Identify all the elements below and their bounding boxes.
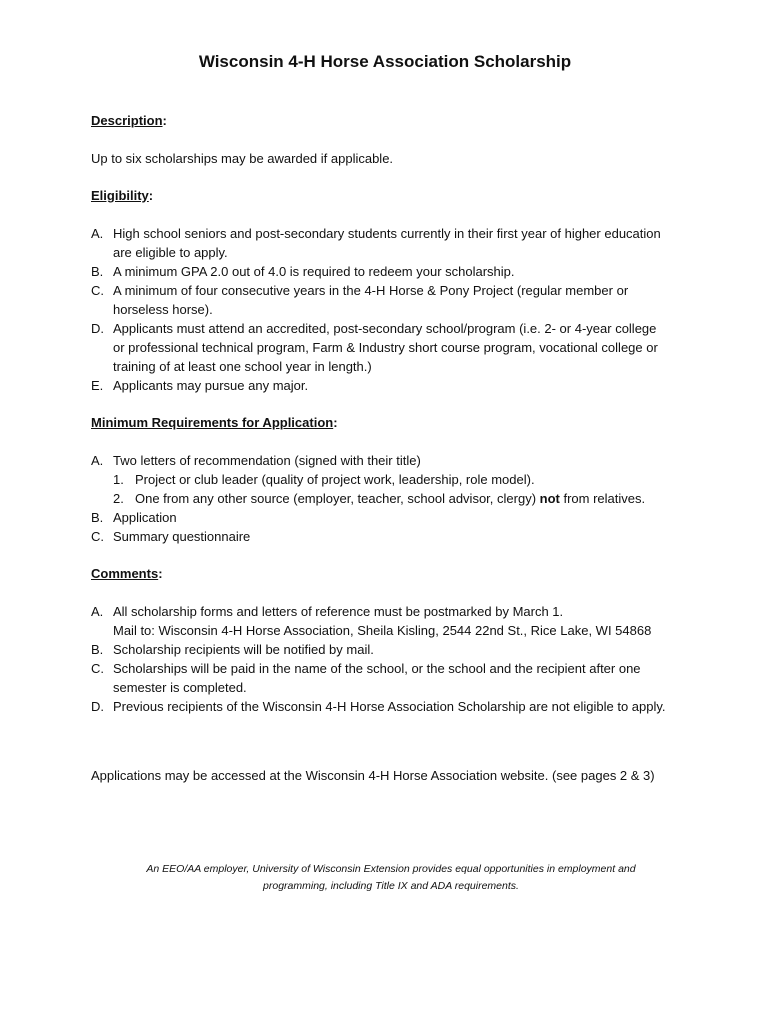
eligibility-item: D. Applicants must attend an accredited, post-secondary school/program (i.e. 2- or 4-year college or professional technical program, Farm & Industry short course program, vocational college or training of at least one school year in length.) bbox=[91, 321, 658, 374]
comments-heading: Comments: bbox=[91, 566, 163, 581]
eligibility-item: E. Applicants may pursue any major. bbox=[91, 378, 309, 393]
recommendation-sublist bbox=[113, 470, 691, 508]
comments-section bbox=[91, 564, 691, 716]
requirements-item: C. Summary questionnaire bbox=[91, 529, 251, 544]
eligibility-item: A. High school seniors and post-secondary students currently in their first year of higher education are eligible to apply. bbox=[91, 226, 661, 260]
requirements-list bbox=[91, 451, 691, 546]
applications-note: Applications may be accessed at the Wisconsin 4-H Horse Association website. (see pages 2 & 3) bbox=[91, 768, 655, 783]
comments-item: A. All scholarship forms and letters of reference must be postmarked by March 1. Mail to: Wisconsin 4-H Horse Association, Sheila Kisling, 2544 22nd St., Rice Lake, WI 54868 bbox=[91, 604, 652, 638]
description-text: Up to six scholarships may be awarded if applicable. bbox=[91, 151, 394, 166]
description-heading: Description: bbox=[91, 113, 167, 128]
requirements-item: B. Application bbox=[91, 510, 177, 525]
comments-item: D. Previous recipients of the Wisconsin 4-H Horse Association Scholarship are not eligible to apply. bbox=[91, 699, 666, 714]
comments-item: B. Scholarship recipients will be notified by mail. bbox=[91, 642, 374, 657]
emphasis-not: not bbox=[539, 491, 560, 506]
recommendation-subitem: 2. One from any other source (employer, teacher, school advisor, clergy) not from relatives. bbox=[113, 491, 646, 506]
eligibility-item: C. A minimum of four consecutive years in the 4-H Horse & Pony Project (regular member or horseless horse). bbox=[91, 283, 629, 317]
comments-list bbox=[91, 602, 691, 716]
eeo-footer: An EEO/AA employer, University of Wisconsin Extension provides equal opportunities in employment and programming, including Title IX and ADA requirements. bbox=[146, 863, 636, 892]
eligibility-item: B. A minimum GPA 2.0 out of 4.0 is required to redeem your scholarship. bbox=[91, 264, 515, 279]
document-title: Wisconsin 4-H Horse Association Scholarship bbox=[198, 52, 572, 71]
eligibility-list bbox=[91, 224, 667, 395]
requirements-item: A. Two letters of recommendation (signed with their title) 1. Project or club leader (quality of project work, leadership, role model). 2. One from any other source (employer, teacher, school advisor, clergy) not from relatives. bbox=[91, 451, 691, 508]
eligibility-heading: Eligibility: bbox=[91, 188, 154, 203]
comments-item: C. Scholarships will be paid in the name of the school, or the school and the recipient after one semester is completed. bbox=[91, 661, 641, 695]
requirements-heading: Minimum Requirements for Application: bbox=[91, 415, 338, 430]
eligibility-section bbox=[91, 186, 691, 395]
recommendation-subitem: 1. Project or club leader (quality of project work, leadership, role model). bbox=[113, 472, 535, 487]
description-section bbox=[91, 111, 691, 168]
requirements-section bbox=[91, 413, 691, 546]
